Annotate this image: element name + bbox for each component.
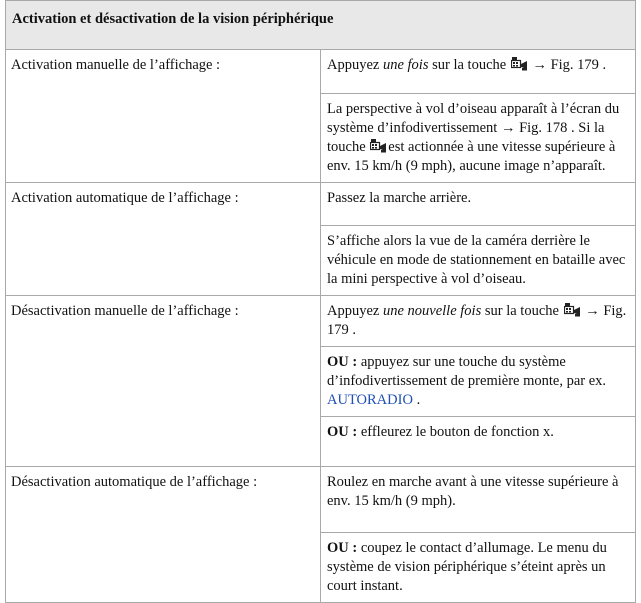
cell-text: sur la touche bbox=[428, 57, 510, 73]
table-row bbox=[6, 296, 636, 347]
row-label-auto-activation: Activation automatique de l’affichage : bbox=[6, 183, 321, 296]
row-label-manual-activation: Activation manuelle de l’affichage : bbox=[6, 50, 321, 183]
or-label: OU : bbox=[327, 354, 358, 370]
cell-text: est actionnée à une vitesse supérieure à env. 15 km/h (9 mph), aucune image n’apparaît. bbox=[327, 139, 616, 174]
row-label-manual-deactivation: Désactivation manuelle de l’affichage : bbox=[6, 296, 321, 467]
table-cell bbox=[321, 94, 636, 183]
or-label: OU : bbox=[327, 540, 358, 556]
autoradio-link[interactable]: AUTORADIO bbox=[327, 392, 413, 408]
table-row bbox=[6, 183, 636, 226]
cell-text: sur la touche bbox=[481, 303, 563, 319]
or-label: OU : bbox=[327, 424, 358, 440]
row-label-auto-deactivation: Désactivation automatique de l’affichage : bbox=[6, 467, 321, 603]
cell-text: effleurez le bouton de fonction x. bbox=[357, 424, 554, 440]
table-title: Activation et désactivation de la vision périphérique bbox=[6, 1, 636, 50]
cell-text: La perspective à vol d’oiseau apparaît à l’écran du système d’infodivertissement → Fig. 178 . Si la touche bbox=[327, 101, 620, 155]
cell-emphasis: une fois bbox=[382, 57, 429, 73]
table-cell: Roulez en marche avant à une vitesse supérieure à env. 15 km/h (9 mph). bbox=[321, 467, 636, 533]
table-header-row bbox=[6, 1, 636, 50]
table-cell bbox=[321, 533, 636, 603]
table-cell bbox=[321, 347, 636, 417]
park-view-camera-icon bbox=[511, 56, 528, 71]
park-view-camera-icon bbox=[564, 302, 581, 317]
table-row bbox=[6, 50, 636, 94]
table-cell: Passez la marche arrière. bbox=[321, 183, 636, 226]
figure-reference: → Fig. 179 . bbox=[528, 57, 607, 73]
table-cell bbox=[321, 50, 636, 94]
cell-text: coupez le contact d’allumage. Le menu du système de vision périphérique s’éteint après un court instant. bbox=[327, 540, 607, 594]
table-cell: S’affiche alors la vue de la caméra derrière le véhicule en mode de stationnement en bataille avec la mini perspective à vol d’oiseau. bbox=[321, 226, 636, 296]
table-cell bbox=[321, 296, 636, 347]
table-row bbox=[6, 467, 636, 533]
cell-text: . bbox=[412, 392, 421, 408]
info-table bbox=[5, 0, 636, 603]
figure-reference: → Fig. 179 . bbox=[327, 303, 627, 338]
cell-text: Appuyez bbox=[327, 303, 383, 319]
cell-text: appuyez sur une touche du système d’infodivertissement de première monte, par ex. bbox=[327, 354, 607, 389]
cell-text: Appuyez bbox=[327, 57, 383, 73]
cell-emphasis: une nouvelle fois bbox=[382, 303, 482, 319]
park-view-camera-icon bbox=[370, 138, 387, 153]
table-cell bbox=[321, 417, 636, 467]
